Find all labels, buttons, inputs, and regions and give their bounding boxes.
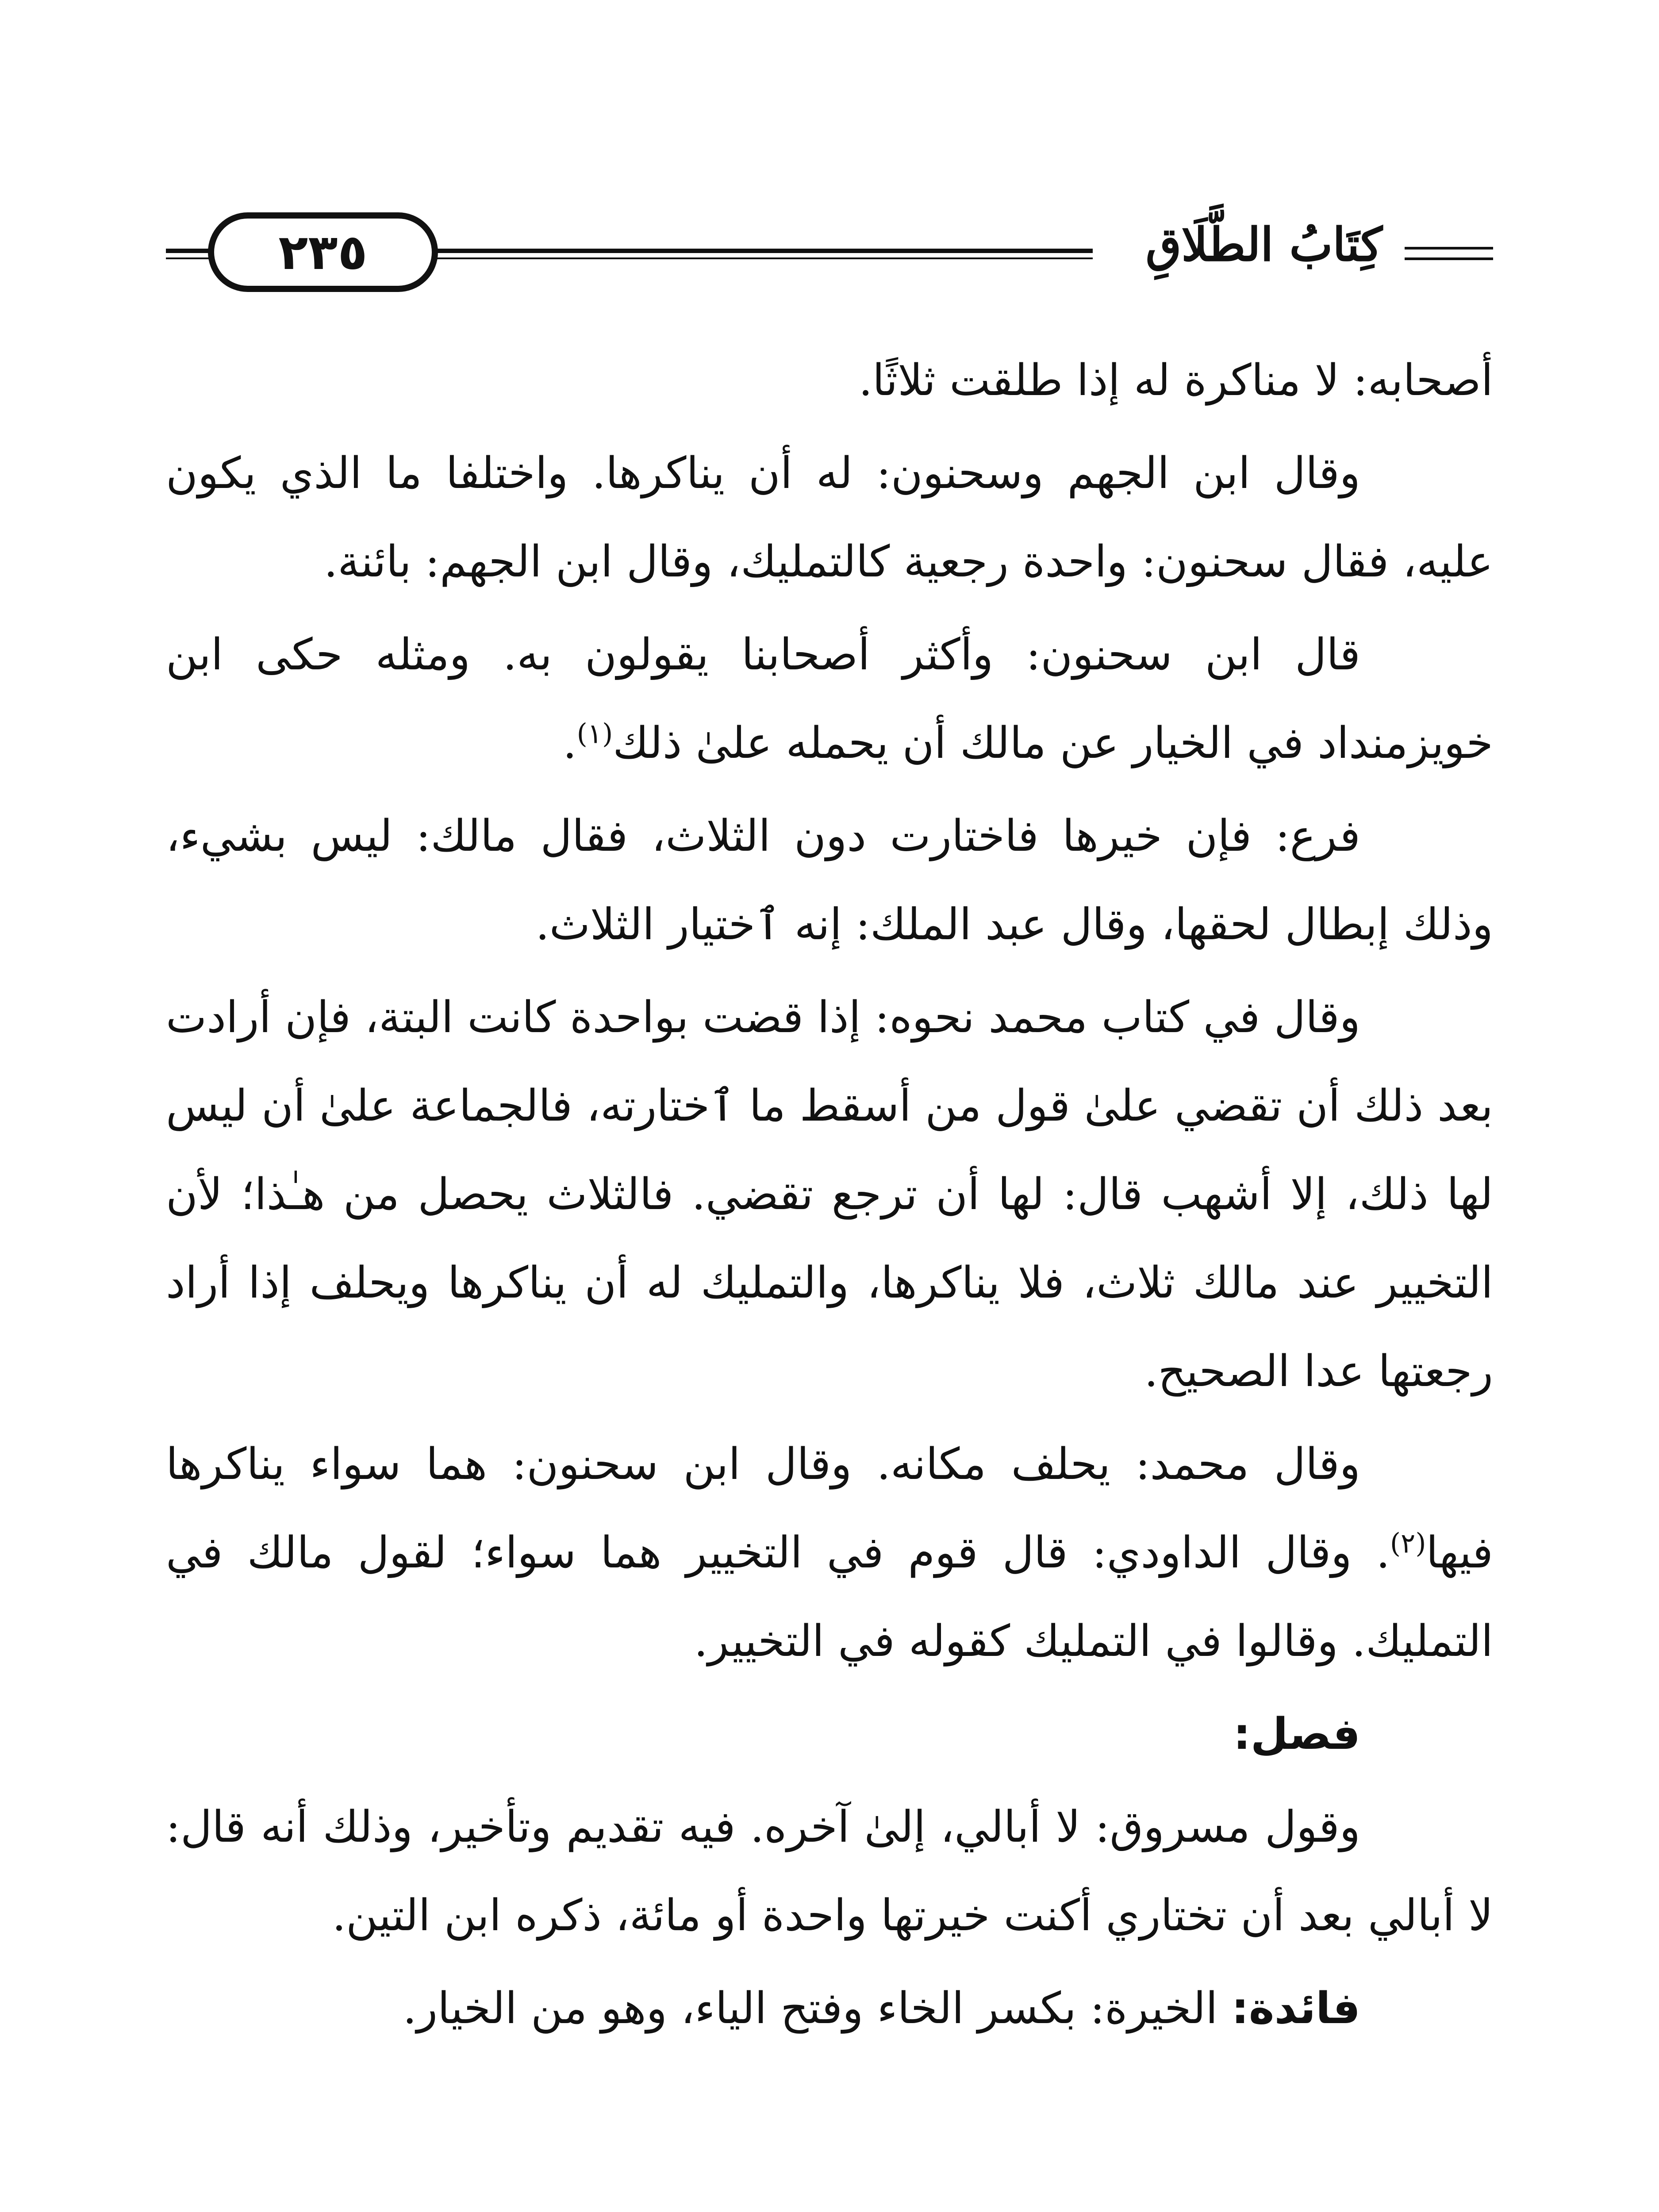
page-number: ٢٣٥ — [278, 224, 368, 280]
paragraph-7: وقول مسروق: لا أبالي، إلىٰ آخره. فيه تقديم وتأخير، وذلك أنه قال: لا أبالي بعد أن تختاري أكنت خيرتها واحدة أو مائة، ذكره ابن التين. — [166, 1802, 1493, 1941]
paragraph-6 — [166, 1420, 1493, 1686]
footnote-ref-1[interactable]: (١) — [576, 717, 613, 750]
main-text — [166, 336, 1493, 2057]
footnote-ref-2[interactable]: (٢) — [1390, 1527, 1426, 1559]
paragraph-3 — [166, 611, 1493, 787]
header-rule-right — [1405, 247, 1493, 260]
paragraph-8-lead: فائدة: — [1231, 1983, 1360, 2034]
paragraph-8-text: الخيرة: بكسر الخاء وفتح الياء، وهو من الخيار. — [403, 1983, 1232, 2034]
paragraph-4: فرع: فإن خيرها فاختارت دون الثلاث، فقال مالك: ليس بشيء، وذلك إبطال لحقها، وقال عبد الملك: إنه ٱختيار الثلاث. — [166, 811, 1493, 950]
page-number-badge — [208, 212, 438, 292]
paragraph-8 — [166, 1964, 1493, 2053]
paragraph-3-end: . — [563, 718, 577, 768]
paragraph-1: أصحابه: لا مناكرة له إذا طلقت ثلاثًا. — [859, 355, 1493, 406]
paragraph-5: وقال في كتاب محمد نحوه: إذا قضت بواحدة كانت البتة، فإن أرادت بعد ذلك أن تقضي علىٰ قول من أسقط ما ٱختارته، فالجماعة علىٰ أن ليس لها ذلك، إلا أشهب قال: لها أن ترجع تقضي. فالثلاث يحصل من هـٰذا؛ لأن التخيير عند مالك ثلاث، فلا يناكرها، والتمليك له أن يناكرها ويحلف إذا أراد رجعتها عدا الصحيح. — [166, 992, 1493, 1397]
chapter-title: كِتَابُ الطَّلَاقِ — [1145, 217, 1382, 272]
paragraph-6-text-a: وقال محمد: يحلف مكانه. وقال ابن سحنون: هما سواء يناكرها فيها — [166, 1439, 1493, 1578]
page-header — [166, 204, 1493, 301]
paragraph-6-text-b: . وقال الداودي: قال قوم في التخيير هما سواء؛ لقول مالك في التمليك. وقالوا في التمليك كقوله في التخيير. — [166, 1528, 1493, 1667]
section-heading: فصل: — [1233, 1709, 1360, 1759]
paragraph-3-text: قال ابن سحنون: وأكثر أصحابنا يقولون به. ومثله حكى ابن خويزمنداد في الخيار عن مالك أن يحمله علىٰ ذلك — [166, 630, 1493, 768]
paragraph-2: وقال ابن الجهم وسحنون: له أن يناكرها. واختلفا ما الذي يكون عليه، فقال سحنون: واحدة رجعية كالتمليك، وقال ابن الجهم: بائنة. — [166, 448, 1493, 587]
